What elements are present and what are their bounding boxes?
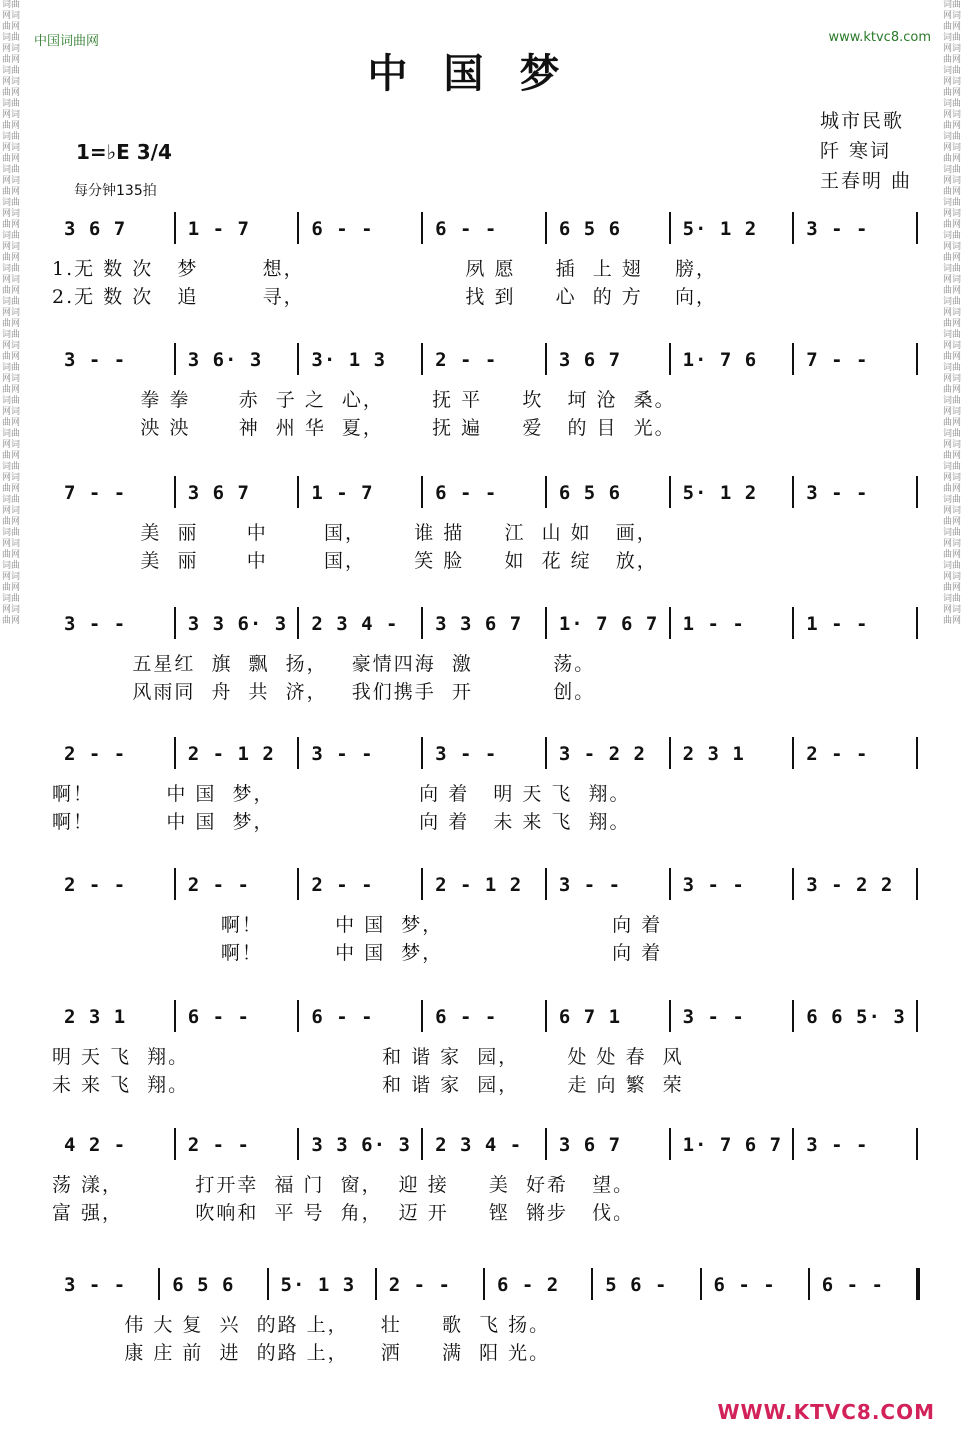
measure: 5· 1 2 (682, 482, 758, 504)
measure: 6 - - (713, 1274, 776, 1296)
measure: 2 - - (64, 743, 127, 765)
measure: 3 - 2 2 (558, 743, 646, 765)
score-system (52, 1268, 918, 1393)
bar-line (421, 868, 423, 900)
lyrics-verse-1: 啊！ 中 国 梦， 向 着 明 天 飞 翔。 (52, 783, 631, 805)
notation-line (52, 1268, 918, 1308)
measure: 2 3 1 (682, 743, 745, 765)
bar-line (421, 212, 423, 244)
measure: 6 - - (435, 1006, 498, 1028)
composer-label: 王春明 曲 (820, 170, 913, 192)
lyrics-verse-1: 美 丽 中 国， 谁 描 江 山 如 画， (52, 522, 658, 544)
score-system (52, 868, 918, 993)
key-signature: 1=♭E 3/4 (76, 140, 172, 164)
measure: 3 - - (682, 874, 745, 896)
notation-line (52, 212, 918, 252)
credits (820, 106, 912, 196)
measure: 3 6 7 (558, 1134, 622, 1156)
measure: 3 - - (806, 482, 869, 504)
measure: 6 7 1 (558, 1006, 622, 1028)
score-system (52, 212, 918, 337)
measure: 1 - - (806, 613, 869, 635)
bar-line (174, 212, 176, 244)
bar-line (669, 868, 671, 900)
bar-line (174, 868, 176, 900)
bar-line (792, 607, 794, 639)
measure: 2 3 4 - (311, 613, 399, 635)
score-system (52, 1128, 918, 1253)
notation-line (52, 737, 918, 777)
measure: 3 - 2 2 (806, 874, 894, 896)
measure: 6 - - (311, 1006, 374, 1028)
bar-line (669, 1128, 671, 1160)
bar-line (297, 343, 299, 375)
measure: 2 - - (187, 874, 250, 896)
lyrics-verse-2: 啊！ 中 国 梦， 向 着 未 来 飞 翔。 (52, 811, 631, 833)
lyricist-label: 阡 寒词 (820, 140, 892, 162)
bar-line (545, 1128, 547, 1160)
bar-line (545, 737, 547, 769)
bar-line (669, 607, 671, 639)
measure: 6 5 6 (172, 1274, 235, 1296)
lyrics-verse-1: 明 天 飞 翔。 和 谐 家 园， 处 处 春 风 (52, 1046, 684, 1068)
bar-line (669, 343, 671, 375)
genre-label: 城市民歌 (820, 110, 905, 132)
bar-line (267, 1268, 269, 1300)
bar-line (421, 607, 423, 639)
bar-line (297, 607, 299, 639)
bar-line (792, 1128, 794, 1160)
measure: 1 - 7 (311, 482, 374, 504)
measure: 3 - - (806, 1134, 869, 1156)
score-system (52, 476, 918, 601)
measure: 1 - 7 (187, 218, 250, 240)
measure: 6 5 6 (558, 482, 622, 504)
bar-line (297, 212, 299, 244)
bar-line (792, 476, 794, 508)
measure: 5· 1 3 (280, 1274, 356, 1296)
measure: 2 3 1 (64, 1006, 127, 1028)
bar-line (916, 607, 918, 639)
score-system (52, 607, 918, 732)
score-system (52, 737, 918, 862)
lyrics-verse-2: 泱 泱 神 州 华 夏， 抚 遍 爱 的 目 光。 (52, 417, 676, 439)
measure: 1· 7 6 (682, 349, 758, 371)
bar-line (174, 737, 176, 769)
bar-line (297, 737, 299, 769)
score-system (52, 1000, 918, 1125)
bar-line (421, 737, 423, 769)
measure: 7 - - (806, 349, 869, 371)
notation-line (52, 1000, 918, 1040)
site-name-left: 中国词曲网 (34, 34, 100, 49)
measure: 3· 1 3 (311, 349, 387, 371)
bar-line (421, 343, 423, 375)
measure: 3 6· 3 (187, 349, 263, 371)
measure: 1· 7 6 7 (682, 1134, 783, 1156)
measure: 2 - 1 2 (435, 874, 523, 896)
bar-line (158, 1268, 160, 1300)
measure: 4 2 - (64, 1134, 127, 1156)
lyrics-verse-1: 1.无 数 次 梦 想， 夙 愿 插 上 翅 膀， (52, 258, 717, 280)
bar-line (545, 476, 547, 508)
measure: 3 3 6 7 (435, 613, 523, 635)
measure: 3 3 6· 3 (187, 613, 288, 635)
measure: 3 6 7 (187, 482, 250, 504)
bar-line (483, 1268, 485, 1300)
bar-line (174, 1000, 176, 1032)
measure: 6 - 2 (497, 1274, 560, 1296)
bar-line (174, 476, 176, 508)
bar-line (792, 343, 794, 375)
bar-line (916, 737, 918, 769)
measure: 3 - - (682, 1006, 745, 1028)
measure: 2 3 4 - (435, 1134, 523, 1156)
measure: 2 - - (311, 874, 374, 896)
watermark-logo: WWW.KTVC8.COM (717, 1400, 935, 1424)
measure: 3 - - (806, 218, 869, 240)
measure: 3 3 6· 3 (311, 1134, 411, 1156)
bar-line (669, 737, 671, 769)
bar-line (916, 1128, 918, 1160)
bar-line (792, 737, 794, 769)
bar-line (174, 1128, 176, 1160)
lyrics-verse-2: 美 丽 中 国， 笑 脸 如 花 绽 放， (52, 550, 658, 572)
lyrics-verse-2: 风雨同 舟 共 济， 我们携手 开 创。 (52, 681, 596, 703)
notation-line (52, 343, 918, 383)
measure: 3 6 7 (64, 218, 127, 240)
measure: 3 - - (64, 1274, 127, 1296)
song-title: 中国梦 (367, 50, 596, 97)
bar-line (545, 212, 547, 244)
bar-line (916, 343, 918, 375)
notation-line (52, 607, 918, 647)
measure: 6 - - (311, 218, 374, 240)
notation-line (52, 868, 918, 908)
measure: 6 - - (435, 482, 498, 504)
bar-line (591, 1268, 593, 1300)
score-system (52, 343, 918, 468)
bar-line (545, 343, 547, 375)
bar-line (297, 1128, 299, 1160)
bar-line (669, 1000, 671, 1032)
lyrics-verse-1: 伟 大 复 兴 的路 上， 壮 歌 飞 扬。 (52, 1314, 551, 1336)
notation-line (52, 1128, 918, 1168)
measure: 7 - - (64, 482, 127, 504)
measure: 6 - - (435, 218, 498, 240)
measure: 6 - - (821, 1274, 884, 1296)
measure: 2 - - (806, 743, 869, 765)
bar-line (808, 1268, 810, 1300)
measure: 6 - - (187, 1006, 250, 1028)
bar-line (916, 212, 918, 244)
lyrics-verse-2: 富 强， 吹响和 平 号 角， 迈 开 铿 锵步 伐。 (52, 1202, 635, 1224)
bar-line (421, 1128, 423, 1160)
bar-line (174, 607, 176, 639)
bar-line (669, 476, 671, 508)
measure: 1· 7 6 7 (558, 613, 659, 635)
bar-line (375, 1268, 377, 1300)
side-watermark-left: 词曲网词曲网词曲网词曲网词曲网词曲网词曲网词曲网词曲网词曲网词曲网词曲网词曲网词曲网词曲网词曲网词曲网词曲网词曲网词曲网词曲网词曲网词曲网词曲网词曲网词曲网词曲网词曲网词曲网词曲网词曲网词曲网词曲网词曲网词曲网词曲网词曲网词曲网 (1, 0, 20, 626)
measure: 2 - - (435, 349, 498, 371)
bar-line (700, 1268, 702, 1300)
lyrics-verse-1: 啊！ 中 国 梦， 向 着 (52, 914, 663, 936)
measure: 1 - - (682, 613, 745, 635)
site-url-right: www.ktvc8.com (828, 30, 931, 45)
measure: 3 - - (64, 613, 127, 635)
lyrics-verse-1: 拳 拳 赤 子 之 心， 抚 平 坎 坷 沧 桑。 (52, 389, 676, 411)
notation-line (52, 476, 918, 516)
measure: 6 5 6 (558, 218, 622, 240)
lyrics-verse-1: 荡 漾， 打开幸 福 门 窗， 迎 接 美 好希 望。 (52, 1174, 635, 1196)
lyrics-verse-1: 五星红 旗 飘 扬， 豪情四海 激 荡。 (52, 653, 596, 675)
measure: 3 - - (558, 874, 622, 896)
measure: 2 - 1 2 (187, 743, 275, 765)
measure: 2 - - (64, 874, 127, 896)
measure: 6 6 5· 3 (806, 1006, 906, 1028)
bar-line (297, 868, 299, 900)
measure: 5· 1 2 (682, 218, 758, 240)
bar-line (545, 868, 547, 900)
bar-line (297, 476, 299, 508)
bar-line (421, 1000, 423, 1032)
bar-line (792, 1000, 794, 1032)
lyrics-verse-2: 未 来 飞 翔。 和 谐 家 园， 走 向 繁 荣 (52, 1074, 684, 1096)
bar-line (916, 1268, 920, 1300)
measure: 3 6 7 (558, 349, 622, 371)
bar-line (916, 476, 918, 508)
measure: 2 - - (187, 1134, 250, 1156)
measure: 3 - - (64, 349, 127, 371)
side-watermark-right: 词曲网词曲网词曲网词曲网词曲网词曲网词曲网词曲网词曲网词曲网词曲网词曲网词曲网词曲网词曲网词曲网词曲网词曲网词曲网词曲网词曲网词曲网词曲网词曲网词曲网词曲网词曲网词曲网词曲网词曲网词曲网词曲网词曲网词曲网词曲网词曲网词曲网词曲网 (942, 0, 961, 626)
bar-line (916, 1000, 918, 1032)
bar-line (545, 607, 547, 639)
bar-line (792, 868, 794, 900)
measure: 5 6 - (605, 1274, 668, 1296)
bar-line (297, 1000, 299, 1032)
lyrics-verse-2: 2.无 数 次 追 寻， 找 到 心 的 方 向， (52, 286, 717, 308)
lyrics-verse-2: 啊！ 中 国 梦， 向 着 (52, 942, 663, 964)
bar-line (174, 343, 176, 375)
tempo-marking: 每分钟135拍 (74, 183, 157, 199)
measure: 2 - - (388, 1274, 451, 1296)
measure: 3 - - (311, 743, 374, 765)
bar-line (916, 868, 918, 900)
bar-line (545, 1000, 547, 1032)
bar-line (792, 212, 794, 244)
bar-line (421, 476, 423, 508)
lyrics-verse-2: 康 庄 前 进 的路 上， 洒 满 阳 光。 (52, 1342, 551, 1364)
measure: 3 - - (435, 743, 498, 765)
bar-line (669, 212, 671, 244)
